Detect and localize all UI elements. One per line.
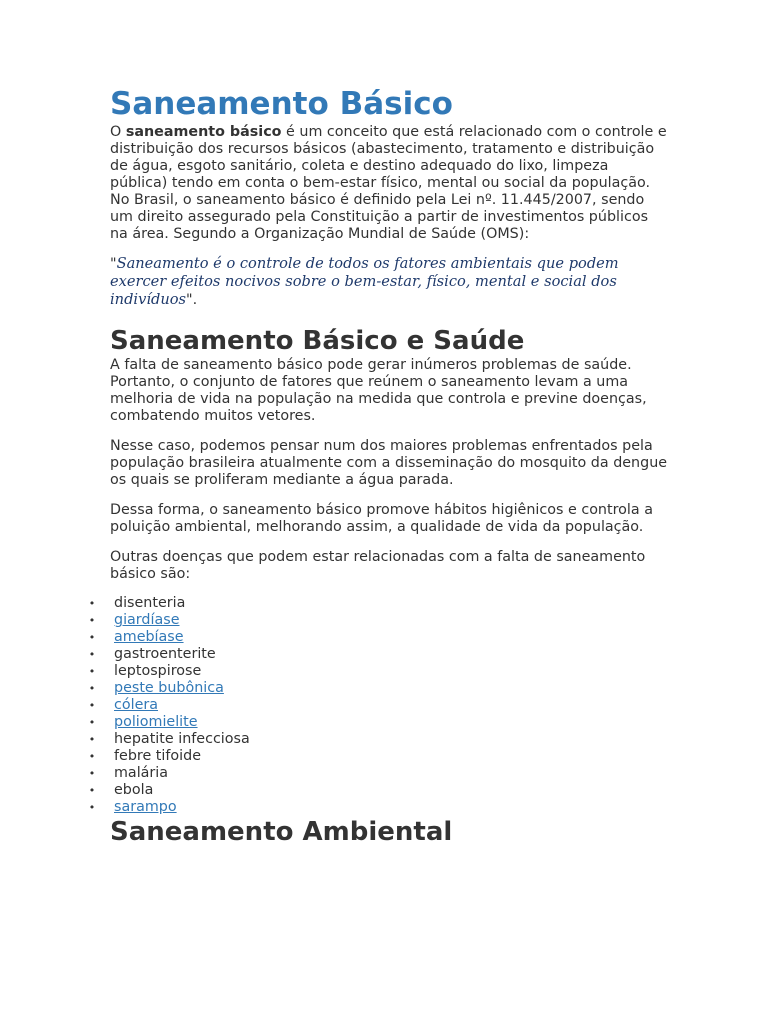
disease-link[interactable]: amebíase bbox=[114, 629, 184, 645]
quote-close: ". bbox=[186, 292, 198, 308]
list-item[interactable] bbox=[88, 697, 648, 714]
intro-rest: é um conceito que está relacionado com o controle e distribuição dos recursos básicos (abastecimento, tratamento e distribuição de água, esgoto sanitário, coleta e destino adequado do lixo, limpeza pública) tendo em conta o bem-estar físico, mental ou social da população. bbox=[110, 124, 667, 191]
disease-link[interactable]: sarampo bbox=[114, 799, 177, 815]
bullet-icon: • bbox=[88, 597, 96, 610]
section-paragraph: A falta de saneamento básico pode gerar inúmeros problemas de saúde. Portanto, o conjunto de fatores que reúnem o saneamento levam a uma melhoria de vida na população na medida que controla e previne doenças, combatendo muitos vetores. bbox=[110, 357, 647, 424]
disease-label: ebola bbox=[114, 782, 154, 798]
section-heading-ambiental: Saneamento Ambiental bbox=[110, 817, 453, 847]
list-item bbox=[88, 663, 648, 680]
bullet-icon: • bbox=[88, 716, 96, 729]
disease-list bbox=[88, 595, 648, 816]
list-item[interactable] bbox=[88, 612, 648, 629]
intro-prefix: O bbox=[110, 124, 126, 140]
bullet-icon: • bbox=[88, 767, 96, 780]
section-paragraph: Outras doenças que podem estar relacionadas com a falta de saneamento básico são: bbox=[110, 549, 646, 582]
quote-text: Saneamento é o controle de todos os fatores ambientais que podem exercer efeitos nocivos sobre o bem-estar, físico, mental e social dos indivíduos bbox=[110, 255, 619, 308]
disease-label: febre tifoide bbox=[114, 748, 202, 764]
bullet-icon: • bbox=[88, 631, 96, 644]
bullet-icon: • bbox=[88, 648, 96, 661]
section-heading-saude: Saneamento Básico e Saúde bbox=[110, 326, 525, 356]
bullet-icon: • bbox=[88, 682, 96, 695]
bullet-icon: • bbox=[88, 699, 96, 712]
intro-paragraph bbox=[110, 124, 670, 192]
list-item bbox=[88, 782, 648, 799]
page-title: Saneamento Básico bbox=[110, 86, 453, 122]
list-item[interactable] bbox=[88, 714, 648, 731]
bullet-icon: • bbox=[88, 665, 96, 678]
oms-quote bbox=[110, 255, 670, 309]
disease-label: gastroenterite bbox=[114, 646, 216, 662]
disease-label: disenteria bbox=[114, 595, 186, 611]
bullet-icon: • bbox=[88, 733, 96, 746]
intro-bold-term: saneamento básico bbox=[125, 124, 282, 140]
bullet-icon: • bbox=[88, 801, 96, 814]
disease-label: hepatite infecciosa bbox=[114, 731, 250, 747]
list-item bbox=[88, 765, 648, 782]
intro-second-paragraph: No Brasil, o saneamento básico é definido pela Lei nº. 11.445/2007, sendo um direito assegurado pela Constituição a partir de investimentos públicos na área. Segundo a Organização Mundial de Saúde (OMS): bbox=[110, 192, 649, 242]
disease-label: malária bbox=[114, 765, 169, 781]
list-item bbox=[88, 595, 648, 612]
section-paragraph: Nesse caso, podemos pensar num dos maiores problemas enfrentados pela população brasileira atualmente com a disseminação do mosquito da dengue os quais se proliferam mediante a água parada. bbox=[110, 438, 668, 488]
section-paragraph: Dessa forma, o saneamento básico promove hábitos higiênicos e controla a poluição ambiental, melhorando assim, a qualidade de vida da população. bbox=[110, 502, 653, 535]
bullet-icon: • bbox=[88, 614, 96, 627]
bullet-icon: • bbox=[88, 784, 96, 797]
disease-link[interactable]: peste bubônica bbox=[114, 680, 224, 696]
disease-link[interactable]: poliomielite bbox=[114, 714, 198, 730]
quote-open: " bbox=[110, 256, 117, 272]
list-item bbox=[88, 646, 648, 663]
list-item bbox=[88, 731, 648, 748]
disease-link[interactable]: giardíase bbox=[114, 612, 180, 628]
document-page bbox=[88, 84, 670, 848]
list-item bbox=[88, 748, 648, 765]
disease-link[interactable]: cólera bbox=[114, 697, 159, 713]
list-item[interactable] bbox=[88, 799, 648, 816]
bullet-icon: • bbox=[88, 750, 96, 763]
disease-label: leptospirose bbox=[114, 663, 202, 679]
list-item[interactable] bbox=[88, 680, 648, 697]
list-item[interactable] bbox=[88, 629, 648, 646]
